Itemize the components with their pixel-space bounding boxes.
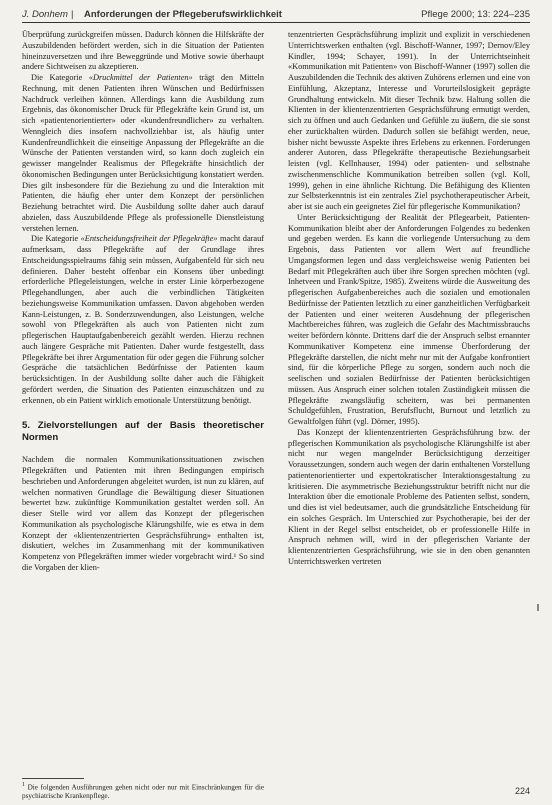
category-term: «Druckmittel der Patienten» (88, 73, 193, 82)
paragraph: Nachdem die normalen Kommunikationssituationen zwischen Pflegekräften und Patienten mit ihren Bedingungen empirisch beschrieben und Anforderungen abgeleitet wurden, ist nun zu klären, auf welchen normativen Grundlage die Bewältigung dieser Situationen bewertet bzw. zukünftige Kommunikation gestaltet werden soll. An dieser Stelle wird vor allem das Konzept der pflegerischen Kommunikation als psychologische Klärungshilfe, wie es etwa in dem Konzept der «klientenzentrierten Gesprächsführung» enthalten ist, diskutiert, welches im Zusammenhang mit der kommunikativen Kompetenz von Pflegekräften immer wieder vorgebracht wird.¹ So sind die Vorgaben der klien- (22, 455, 264, 572)
paragraph: Unter Berücksichtigung der Realität der Pflegearbeit, Patienten-Kommunikation bleibt aber der Anforderungen Folgendes zu bedenken und gegeben werden. Es kann die vorliegende Untersuchung zu dem Ergebnis, dass Patienten vor allem Wert auf freundliche Umgangsformen legen und dass vergleichsweise wenig Patienten bei Bedarf mit Pflegekräften auch über ihre Sorgen sprechen möchten (vgl. Inhetveen und Frank/Spitze, 1985). Zweitens würde die Ausweitung des pflegerischen Aufgabenbereiches auch die sozialen und emotionalen Bedürfnisse der Patienten letztlich zu einer ganzheitlichen Verfügbarkeit der Patienten und einer weiteren Ausdehnung der pflegerischen Machtbereiches führen, was zugleich die Gefahr des Machtmissbrauchs weiter befördern könnte. Drittens darf die der Anspruch selbst ernannter Kommunikativer Kompetenz eine immense Überforderung der Pflegekräfte darstellen, die nicht mehr nur mit der Aufgabe konfrontiert sind, für die körperliche Pflege zu sorgen, sondern auch noch die seelischen und sozialen Bedürfnisse der Patienten berücksichtigen müssen. Aus Anspruch einer solchen totalen Zuständigkeit müssen die Pflegekräfte zwangsläufig scheitern, was bei permanenten Schuldgefühlen, Frustration, Berufsflucht, Burnout und letztlich zu Gewaltfolgen führt (vgl. Dörner, 1995). (288, 212, 530, 426)
footnote-text: Die folgenden Ausführungen gehen nicht oder nur mit Einschränkungen für die psychiatrische Krankenpflege. (22, 783, 265, 801)
paragraph (22, 234, 264, 406)
right-text-column (288, 30, 530, 568)
paragraph: Überprüfung zurückgreifen müssen. Dadurch können die Hilfskräfte der Auszubildenden befördert werden, sich in die Situation der Patienten hineinzuversetzen und ihre Beweggründe und Motive sowie überhaupt andere Sichtweisen zu akzeptieren. (22, 30, 264, 72)
footnote-mark: 1 (22, 782, 25, 788)
paragraph-body: macht darauf aufmerksam, dass Pflegekräfte auf der Grundlage ihres Entscheidungsspielraums fähig sein müssen, Aufgabenfeld für sich neu definieren. Daher besteht offenbar ein Konsens über unbedingt erforderliche Pflegeleistungen, welche in erster Linie körperbezogene Pflegehandlungen, aber auch die verbindlichen Tätigkeiten beziehungsweise Kommunikation umfassen. Davon abgehoben werden Kann-Leistungen, z. B. Sonderzuwendungen, also Leistungen, welche sowohl von Pflegekräften als auch von Patienten nicht zum pflegerischen Hauptaufgabenbereich gezählt werden. Hierzu rechnen auch längere Gespräche mit Patienten. Daher wurde festgestellt, dass Pflegekräfte bei ihrer Argumentation für oder gegen die Führung solcher Gespräche die tatsächlichen Bedürfnisse der Patienten kaum berücksichtigen. In der Ausbildung sollte daher auch die Fähigkeit gefördert werden, die Situation des Patienten einzuschätzen und zu erkennen, ob ein Patient wirklich emotionale Unterstützung benötigt. (22, 234, 264, 405)
margin-mark (537, 604, 539, 611)
page-number: 224 (514, 786, 530, 796)
paragraph-lead: Die Kategorie (31, 73, 89, 82)
footnote-divider (22, 778, 84, 779)
left-text-column (22, 30, 264, 574)
header-author: J. Donhem (22, 9, 68, 20)
section-heading: 5. Zielvorstellungen auf der Basis theoretischer Normen (22, 420, 264, 443)
paragraph: tenzentrierten Gesprächsführung implizit und explizit in verschiedenen Unterrichtswerken enthalten (vgl. Bischoff-Wanner, 1997; Dernov/Eley Kindler, 1994; Schayer, 1991). In der Unterrichtseinheit «Kommunikation mit Patienten» von Bischoff-Wanner (1997) sollen die Auszubildenden die Technik des aktiven Zuhörens erlernen und eine von Einfühlung, Akzeptanz, Interesse und Vorurteilslosigkeit geprägte Grundhaltung entwickeln. Mit dieser Technik bzw. Haltung sollen die Klienten in der klientenzentrierten Gesprächsführung ermutigt werden, sich zu öffnen und auch Gedanken und Gefühle zu äußern, die sie sonst eher zurückhalten würden. Dadurch sollen sie befähigt werden, neue, bisher nicht bewusste Aspekte ihres Erlebens zu erkennen. Forderungen anderer Autoren, dass Pflegekräfte therapeutische Beziehungsarbeit leisten (vgl. Kellnhauser, 1994) oder patienten- und selbstnahe zwischenmenschliche Kommunikation betreiben sollen (vgl. Koll, 1999), gehen in eine ähnliche Richtung. Die Befähigung des Klienten zur Selbsterkenntnis ist ein zentrales Ziel psychotherapeutischer Arbeit, aber ist sie auch ein geeignetes Ziel für pflegerische Kommunikation? (288, 30, 530, 211)
paragraph: Das Konzept der klientenzentrierten Gesprächsführung bzw. der pflegerischen Kommunikation als psychologische Klärungshilfe ist aber nicht nur wegen mangelnder Berücksichtigung derzeitiger Voraussetzungen, sondern auch wegen der darin enthaltenen Vorstellung patientenorientierter und expertokratischer Interaktionsgestaltung zu kritisieren. Die asymmetrische Beziehungsstruktur betrifft nicht nur die Interaktion über die emotionale Probleme des Patienten selbst, sondern, und dies ist viel bedeutsamer, auch die grundsätzliche Entscheidung für ein solches Gespräch. Im Unterschied zur Psychotherapie, bei der der Klient in der Regel selbst entscheidet, ob er professionelle Hilfe in Anspruch nehmen will, wird in der pflegerischen Variante der klientenzentrierten Gesprächsführung, wie sie in den oben genannten Unterrichtswerken vertreten (288, 427, 530, 566)
category-term: «Entscheidungsfreiheit der Pflegekräfte» (80, 234, 218, 244)
paragraph-lead: Die Kategorie (31, 234, 81, 244)
running-header (22, 8, 530, 23)
header-running-title: Anforderungen der Pflegeberufswirklichkeit (84, 9, 282, 20)
header-separator: | (71, 9, 74, 20)
header-journal-citation: Pflege 2000; 13: 224–235 (421, 9, 530, 20)
paragraph (22, 73, 264, 234)
paragraph-body: trägt den Mitteln Rechnung, mit denen Patienten ihren Wünschen und Bedürfnissen Nachdruck verleihen können. Allerdings kann die Ausbildung zum Ergebnis, das ökonomischer Druck für Pflegekräfte kein Grund ist, um sich «patientenorientierter» oder «kundenfreundlicher» zu verhalten. Wenngleich dies insofern nachvollziehbar ist, als häufig unter Kundenfreundlichkeit die einseitige Anpassung der Pflegekräfte an die Wünsche der Patienten verstanden wird, so kann doch zugleich ein gewisser mangelnder Realismus der Pflegekräfte hinsichtlich der ökonomischen Bedingungen unter Berücksichtigung konstatiert werden. Dies gilt insbesondere für die Beziehung zu und die Interaktion mit Patienten, die häufig eher unter dem Konzept der persönlichen Beziehung betrachtet wird. Die Ausbildung sollte daher auch darauf abzielen, dass Auszubildende Pflege als professionelle Dienstleistung verstehen lernen. (22, 73, 265, 233)
footnote (22, 781, 264, 801)
